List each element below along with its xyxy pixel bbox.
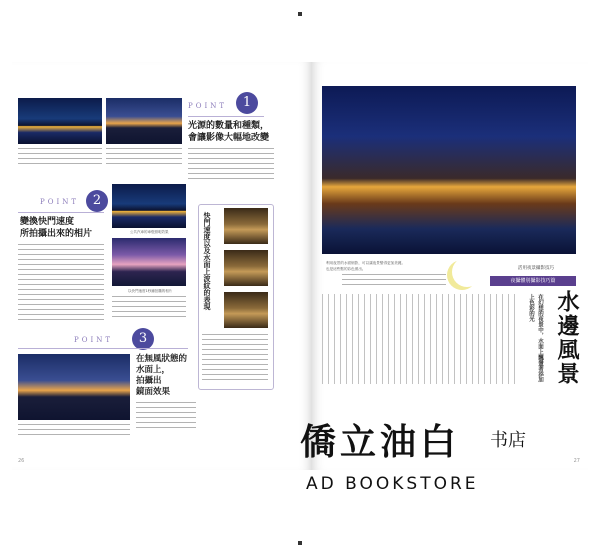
photo-waterfront-reflection <box>18 354 130 420</box>
point-1-body <box>188 148 274 180</box>
photo-city-harbor <box>106 98 182 144</box>
point-2-body <box>18 244 104 322</box>
photo-bridge-night <box>18 98 102 144</box>
photo-caption-line2: 也是這些點的彩色照出。 <box>326 267 366 271</box>
crescent-moon-decoration <box>452 257 482 287</box>
point-2-number-badge: 2 <box>86 190 108 212</box>
section-banner: 活用夜景攝影技巧 <box>518 266 554 271</box>
point-3-title-line4: 鏡面效果 <box>136 387 171 397</box>
photo-caption-waterfront <box>18 424 130 438</box>
point-1-number-badge: 1 <box>236 92 258 114</box>
watermark-chinese-sub: 书店 <box>490 430 526 451</box>
subtitle-tag: 夜攝體別攝影技巧篇 <box>490 276 576 286</box>
point-3-title-line2: 水面上， <box>136 365 171 375</box>
point-3-number-badge: 3 <box>132 328 154 350</box>
right-page-number: 27 <box>573 458 580 464</box>
point-3-rule <box>18 348 188 349</box>
photo-caption-hongkong <box>112 296 186 320</box>
sidebar-body <box>202 334 268 382</box>
point-2-title-line2: 所拍攝出來的相片 <box>20 229 93 239</box>
title-caption: 在幻想的夜景中，水面上飄盪著添加上色彩的光 <box>528 294 543 382</box>
photo-hongkong-1sec <box>112 238 186 286</box>
photo-amsterdam-canal <box>322 86 576 254</box>
point-3-title-line3: 拍攝出 <box>136 376 162 386</box>
right-page <box>312 62 588 470</box>
point-2-rule <box>18 212 104 213</box>
point-3-label: POINT <box>74 336 114 344</box>
photo-bridge-ripple-1 <box>224 208 268 244</box>
left-page <box>12 62 313 470</box>
right-body-text <box>322 294 518 384</box>
watermark-logo <box>300 414 550 474</box>
photo-caption-line1: 利用夜景的水面倒影，可以讓夜景變得更加美麗。 <box>326 261 406 265</box>
book-spread <box>12 62 588 470</box>
caption-photo-2 <box>106 148 182 164</box>
frame-mark-bottom <box>298 541 302 545</box>
point-3-title-line1: 在無風狀態的 <box>136 354 188 364</box>
watermark-chinese-main: 僑立油白 <box>300 422 461 463</box>
photo-bridge-ripple-2 <box>224 250 268 286</box>
frame-mark-top <box>298 12 302 16</box>
photo-bus-lights <box>112 184 186 228</box>
point-2-title-line1: 變換快門速度 <box>20 217 75 227</box>
photo-caption-body <box>342 274 446 288</box>
point-3-body <box>136 402 196 432</box>
photo-label-bus: 公共汽車的車燈照明效果 <box>130 230 169 234</box>
point-1-label: POINT <box>188 102 228 110</box>
main-title: 水邊風景 <box>554 290 580 386</box>
caption-photo-1 <box>18 148 102 164</box>
left-page-number: 26 <box>18 458 25 464</box>
watermark-english: AD BOOKSTORE <box>306 474 479 494</box>
sidebar-title: 快門速度以及水面上波紋的表現 <box>203 212 212 310</box>
point-1-title-line1: 光源的數量和種類， <box>188 121 270 131</box>
point-1-title-line2: 會讓影像大幅地改變 <box>188 133 270 143</box>
point-2-label: POINT <box>40 198 80 206</box>
point-1-rule <box>188 116 264 117</box>
photo-bridge-ripple-3 <box>224 292 268 328</box>
photo-label-1sec: 以快門速度1秒鐘拍攝的相片 <box>128 289 173 293</box>
